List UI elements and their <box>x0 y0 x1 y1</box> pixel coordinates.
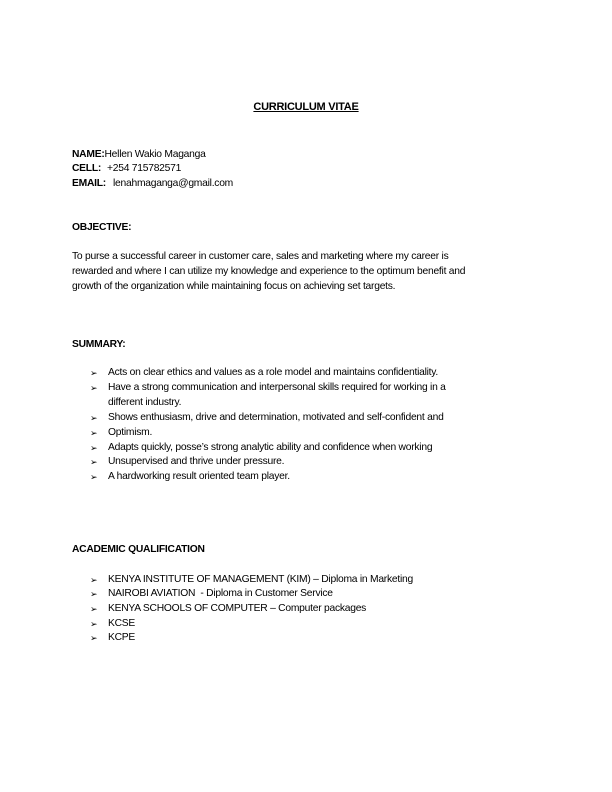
cell-line <box>72 162 181 177</box>
arrow-bullet-icon: ➢ <box>90 383 98 393</box>
cell-value: +254 715782571 <box>107 163 182 174</box>
academic-item-text: KENYA SCHOOLS OF COMPUTER – Computer packages <box>108 603 367 614</box>
arrow-bullet-icon: ➢ <box>90 443 98 453</box>
summary-heading: SUMMARY: <box>72 339 126 350</box>
objective-line: rewarded and where I can utilize my knowledge and experience to the optimum benefit and <box>72 266 466 277</box>
academic-item-text: KCPE <box>108 632 136 643</box>
arrow-bullet-icon: ➢ <box>90 457 98 467</box>
summary-item-text: Unsupervised and thrive under pressure. <box>108 456 285 467</box>
email-label: EMAIL: <box>72 178 106 189</box>
arrow-bullet-icon: ➢ <box>90 368 98 378</box>
summary-item-text: Have a strong communication and interpersonal skills required for working in a <box>108 382 446 393</box>
academic-item-text: NAIROBI AVIATION - Diploma in Customer Service <box>108 588 333 599</box>
summary-item-text: different industry. <box>108 397 182 408</box>
summary-item-text: Adapts quickly, posse’s strong analytic ability and confidence when working <box>108 442 433 453</box>
summary-item-text: Shows enthusiasm, drive and determination, motivated and self-confident and <box>108 412 444 423</box>
document-title <box>0 100 612 115</box>
title-text: CURRICULUM VITAE <box>253 101 359 113</box>
arrow-bullet-icon: ➢ <box>90 575 98 585</box>
arrow-bullet-icon: ➢ <box>90 472 98 482</box>
objective-heading: OBJECTIVE: <box>72 222 132 233</box>
cell-label: CELL: <box>72 163 102 174</box>
arrow-bullet-icon: ➢ <box>90 413 98 423</box>
summary-item-text: A hardworking result oriented team player. <box>108 471 290 482</box>
name-value: Hellen Wakio Maganga <box>104 149 206 160</box>
academic-item-text: KENYA INSTITUTE OF MANAGEMENT (KIM) – Diploma in Marketing <box>108 574 413 585</box>
arrow-bullet-icon: ➢ <box>90 428 98 438</box>
email-value: lenahmaganga@gmail.com <box>113 178 234 189</box>
arrow-bullet-icon: ➢ <box>90 589 98 599</box>
name-line <box>72 148 206 163</box>
arrow-bullet-icon: ➢ <box>90 633 98 643</box>
name-label: NAME: <box>72 149 105 160</box>
summary-item-text: Acts on clear ethics and values as a role model and maintains confidentiality. <box>108 367 439 378</box>
summary-item-text: Optimism. <box>108 427 153 438</box>
academic-item-text: KCSE <box>108 618 136 629</box>
objective-line: To purse a successful career in customer care, sales and marketing where my career is <box>72 251 449 262</box>
email-line <box>72 177 233 192</box>
arrow-bullet-icon: ➢ <box>90 604 98 614</box>
academic-heading: ACADEMIC QUALIFICATION <box>72 544 205 555</box>
arrow-bullet-icon: ➢ <box>90 619 98 629</box>
objective-line: growth of the organization while maintaining focus on achieving set targets. <box>72 281 396 292</box>
